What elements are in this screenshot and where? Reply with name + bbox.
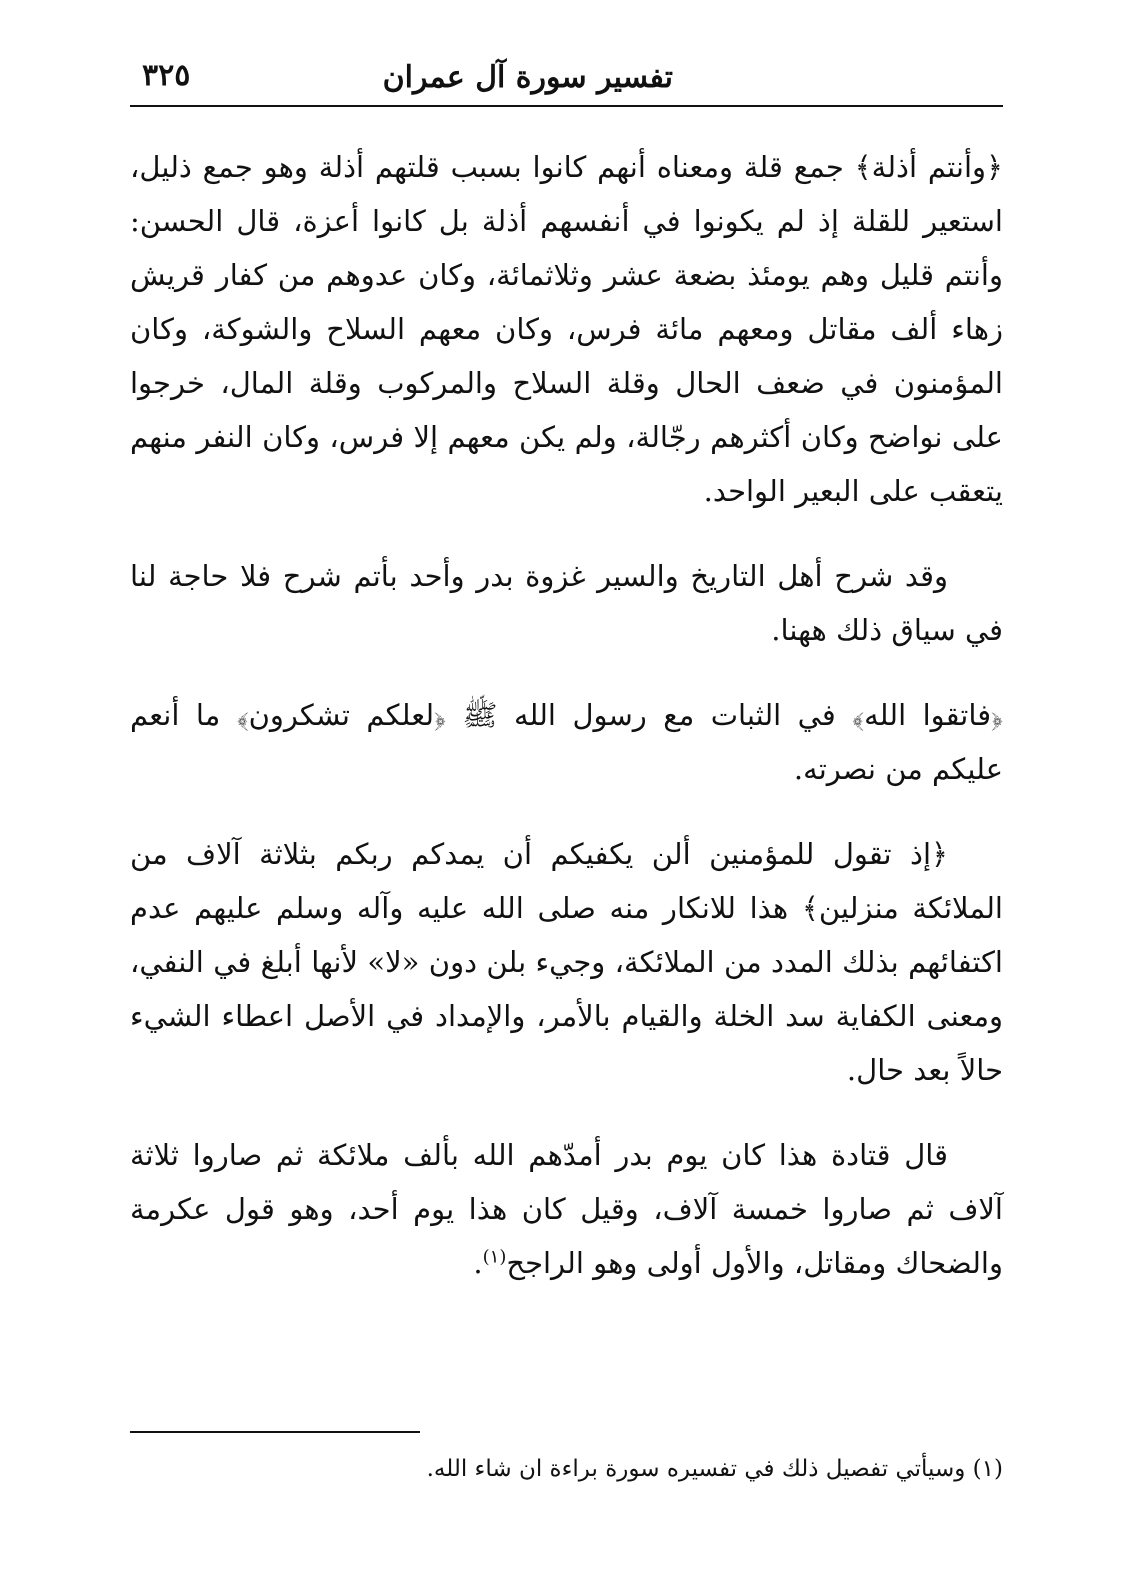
body-text [130,140,1003,1321]
running-header [130,52,1003,102]
paragraph-5-text: قال قتادة هذا كان يوم بدر أمدّهم الله بألف ملائكة ثم صاروا ثلاثة آلاف ثم صاروا خمسة آلاف، وقيل كان هذا يوم أحد، وهو قول عكرمة والضحاك ومقاتل، والأول أولى وهو الراجح [130,1138,1003,1280]
paragraph-3: ﴿فاتقوا الله﴾ في الثبات مع رسول الله ﷺ ﴿لعلكم تشكرون﴾ ما أنعم عليكم من نصرته. [130,698,1003,786]
paragraph-4: ﴿إذ تقول للمؤمنين ألن يكفيكم أن يمدكم ربكم بثلاثة آلاف من الملائكة منزلين﴾ هذا للانكار منه صلى الله عليه وآله وسلم عليهم عدم اكتفائهم بذلك المدد من الملائكة، وجيء بلن دون «لا» لأنها أبلغ في النفي، ومعنى الكفاية سد الخلة والقيام بالأمر، والإمداد في الأصل اعطاء الشيء حالاً بعد حال. [130,837,1003,1087]
paragraph-5-end: . [473,1246,483,1280]
footnote [130,1451,1003,1487]
paragraph-2: وقد شرح أهل التاريخ والسير غزوة بدر وأحد بأتم شرح فلا حاجة لنا في سياق ذلك ههنا. [130,559,1003,647]
running-title: تفسير سورة آل عمران [382,60,673,95]
footnote-reference: (١) [482,1246,507,1268]
page-number: ٣٢٥ [142,58,191,93]
footnote-number: (١) [972,1456,1003,1482]
paragraph-1: ﴿وأنتم أذلة﴾ جمع قلة ومعناه أنهم كانوا بسبب قلتهم أذلة وهو جمع ذليل، استعير للقلة إذ لم يكونوا في أنفسهم أذلة بل كانوا أعزة، قال الحسن: وأنتم قليل وهم يومئذ بضعة عشر وثلاثمائة، وكان عدوهم من كفار قريش زهاء ألف مقاتل ومعهم مائة فرس، وكان معهم السلاح والشوكة، وكان المؤمنون في ضعف الحال وقلة السلاح والمركوب وقلة المال، خرجوا على نواضح وكان أكثرهم رجّالة، ولم يكن معهم إلا فرس، وكان النفر منهم يتعقب على البعير الواحد. [130,150,1003,508]
footnote-text: وسيأتي تفصيل ذلك في تفسيره سورة براءة ان شاء الله. [426,1456,966,1482]
header-rule [130,105,1003,107]
footnote-rule [130,1431,420,1433]
paragraph-5 [130,1128,1003,1290]
